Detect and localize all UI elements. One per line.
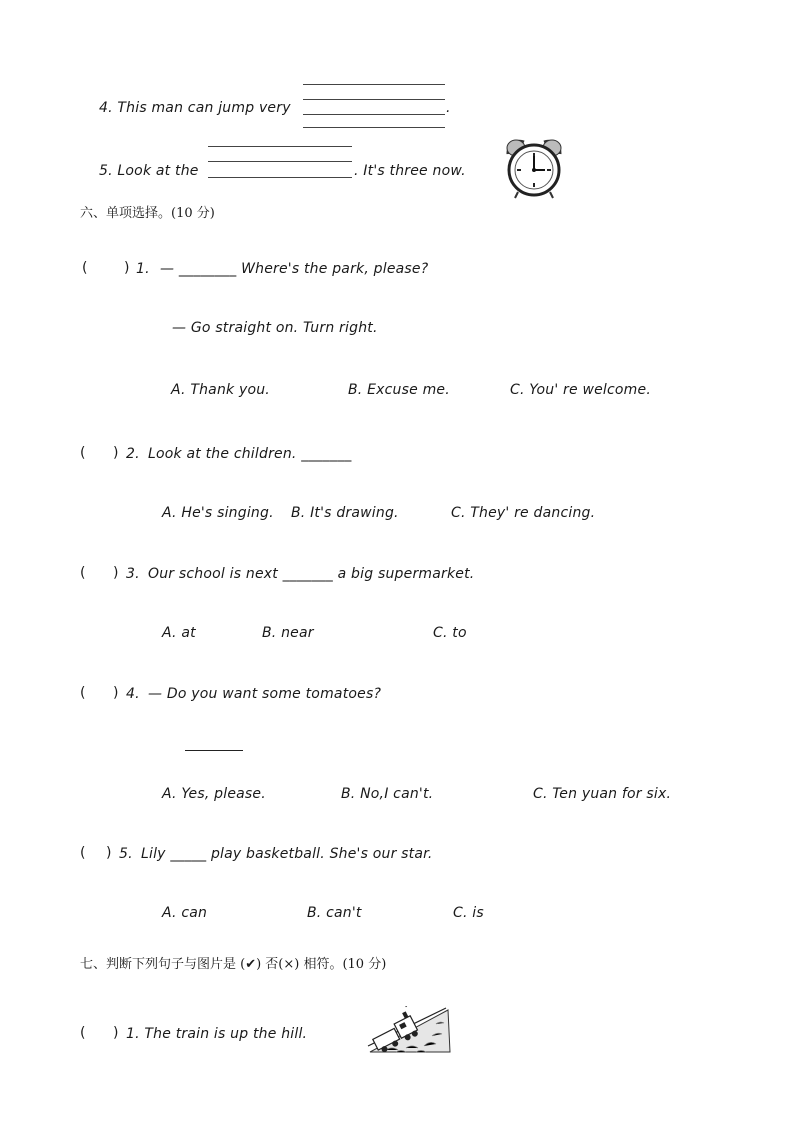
- option-c: C. You' re welcome.: [510, 382, 651, 398]
- answer-bracket-close: ): [124, 260, 130, 276]
- question-text: 1. The train is up the hill.: [126, 1026, 308, 1042]
- question-number: 1.: [136, 261, 150, 277]
- option-c: C. They' re dancing.: [451, 505, 596, 521]
- answer-bracket-open: (: [80, 1025, 86, 1041]
- answer-bracket-open: (: [82, 260, 88, 276]
- answer-bracket-close: ): [113, 685, 119, 701]
- question-text: 4. This man can jump very: [99, 100, 291, 116]
- question-reply: — Go straight on. Turn right.: [172, 320, 378, 336]
- option-b: B. It's drawing.: [291, 505, 399, 521]
- writing-line: [208, 177, 352, 178]
- question-stem: Look at the children. _______: [148, 446, 352, 462]
- question-5-4: [99, 99, 291, 117]
- writing-line: [208, 146, 352, 147]
- option-c: C. Ten yuan for six.: [533, 786, 672, 802]
- question-stem: — ________ Where's the park, please?: [160, 261, 429, 277]
- alarm-clock-icon: [498, 136, 570, 200]
- answer-bracket-close: ): [113, 565, 119, 581]
- question-stem: — Do you want some tomatoes?: [148, 686, 382, 702]
- question-number: 3.: [126, 566, 140, 582]
- option-b: B. near: [262, 625, 314, 641]
- question-number: 2.: [126, 446, 140, 462]
- question-5-4-end: .: [446, 100, 451, 116]
- option-a: A. Yes, please.: [162, 786, 266, 802]
- answer-bracket-close: ): [106, 845, 112, 861]
- writing-line: [303, 99, 445, 100]
- question-number: 4.: [126, 686, 140, 702]
- question-stem: Lily _____ play basketball. She's our star.: [141, 846, 433, 862]
- writing-line: [303, 127, 445, 128]
- question-5-5-suffix: . It's three now.: [354, 163, 466, 179]
- answer-bracket-close: ): [113, 1025, 119, 1041]
- option-a: A. at: [162, 625, 196, 641]
- writing-line: [303, 114, 445, 115]
- option-b: B. can't: [307, 905, 362, 921]
- writing-line: [303, 84, 445, 85]
- answer-bracket-open: (: [80, 845, 86, 861]
- option-a: A. Thank you.: [171, 382, 270, 398]
- question-5-5-prefix: 5. Look at the: [99, 163, 199, 179]
- writing-line: [208, 161, 352, 162]
- question-stem: Our school is next _______ a big supermarket.: [148, 566, 475, 582]
- answer-bracket-open: (: [80, 565, 86, 581]
- train-uphill-icon: [366, 1006, 452, 1054]
- section-heading: 六、单项选择。(10 分): [80, 206, 215, 221]
- option-b: B. Excuse me.: [348, 382, 450, 398]
- question-number: 5.: [119, 846, 133, 862]
- option-a: A. can: [162, 905, 208, 921]
- option-a: A. He's singing.: [162, 505, 274, 521]
- option-b: B. No,I can't.: [341, 786, 434, 802]
- answer-blank: [185, 750, 243, 751]
- option-c: C. is: [453, 905, 484, 921]
- option-c: C. to: [433, 625, 467, 641]
- answer-bracket-open: (: [80, 685, 86, 701]
- section-heading: 七、判断下列句子与图片是 (✔) 否(×) 相符。(10 分): [80, 957, 387, 972]
- answer-bracket-close: ): [113, 445, 119, 461]
- answer-bracket-open: (: [80, 445, 86, 461]
